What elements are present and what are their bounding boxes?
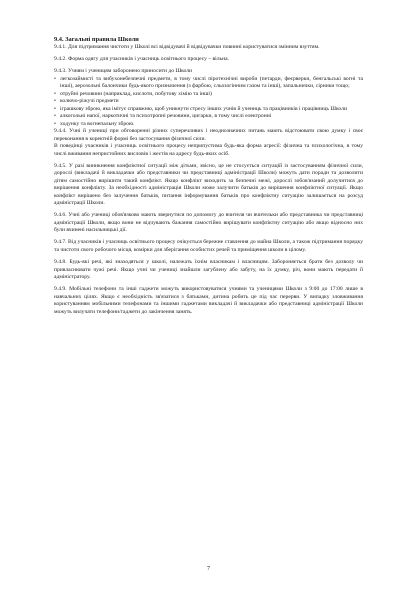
paragraph-9-4-7: 9.4.7. Від учасників і учасниць освітнього процесу очікується бережне ставлення до майна Школи, а також підтримання порядку та чистоти свого робочого місця, комірки для зберігання особистих речей та приміщення школи в цілому.	[54, 239, 363, 253]
list-item: • отруйні речовини (наприклад, кислоти, побутову хімію та інші)	[54, 91, 363, 99]
paragraph-9-4-5: 9.4.5. У разі виникнення конфліктної ситуації між дітьми, звісно, це не стосується ситуацій із застосуванням фізичної сили, дорослі (викладачі й викладачки або представники чи представниці адміністрації Школи) можуть дати поради та дозволити дітям самостійно вирішити такий конфлікт. Якщо конфлікт виходить за безпечні межі, дорослі зобов'язаний долучитися до вирішення конфлікту. За необхідності адміністрація Школи може залучити батьків до вирішення конфліктної ситуації. Якщо конфлікт вирішено без залучення батьків, питання інформування батьків про конфліктну ситуацію залишається на розсуд адміністрації Школи.	[54, 162, 363, 207]
list-item: • колючо-ріжучі предмети	[54, 98, 363, 106]
list-item: • алкогольні напої, наркотичні та психотропні речовини, цигарки, в тому числі електронні	[54, 113, 363, 121]
list-item: • ходунку та вогнепальну зброю.	[54, 121, 363, 129]
paragraph-9-4-9: 9.4.9. Мобільні телефони та інші гаджети можуть використовуватися учнями та ученицями Школи з 9:00 до 17:00 лише в навчальних цілях. Якщо є необхідність зв'язатися з батьками, дитина робить це під час перерви. У випадку зловживання користуванням мобільними телефонами та іншими гаджетами викладачі й викладачки або представниці адміністрації Школи можуть вилучати телефони/гаджети до закінчення занять.	[54, 286, 363, 315]
paragraph-9-4-4: 9.4.4. Учні й учениці при обговоренні різних суперечливих і неоднозначних питань мають відстоювати свою думку і своє переконання в коректній формі без застосування фізичної сили.	[54, 128, 363, 142]
page-number: 7	[207, 566, 210, 572]
section-heading: 9.4. Загальні правила Школи	[54, 36, 139, 43]
paragraph-9-4-8: 9.4.8. Будь-які речі, які знаходяться у школі, належать їхнім власникам і власницям. Забороняється брати без дозволу чи привласнювати чужі речі. Якщо учні чи учениці знайшли загублену або забуту, на їх думку, річ, вони мають передати її адміністратору.	[54, 259, 363, 281]
paragraph-9-4-3: 9.4.3. Учням і ученицям заборонено приносити до Школи	[54, 68, 193, 75]
paragraph-9-4-2: 9.4.2. Форма одягу для учасників і учасниць освітнього процесу – вільна.	[54, 56, 229, 63]
list-item: • легкозаймисті та вибухонебезпечні предмети, в тому числі піротехнічні вироби (петарди, феєрверки, бенгальські вогні та інші), аерозольні балончики будь-якого призначення (з фарбою, сльозогінним газом та інші), запальнички, сірники тощо;	[54, 76, 363, 91]
list-item: • іграшкову зброю, яка імітує справжню, щоб уникнути стресу інших учнів й учениць та працівників і працівниць Школи	[54, 106, 363, 114]
paragraph-9-4-6: 9.4.6. Учні або учениці обов'язково мають звернутися по допомогу до вчителя чи вчительки або представника чи представниці адміністрації Школи, якщо вони не відчувають бажання самостійно вирішувати конфліктну ситуацію або якщо відносно них були вчинені насильницькі дії.	[54, 212, 363, 234]
paragraph-9-4-4-continued: В поведінці учасників і учасниць освітнього процесу неприпустима будь-яка форма агресії: фізична та психологічна, в тому числі вживання непристойних висловів і жестів на адресу будь-яких осіб.	[54, 143, 363, 157]
prohibited-items-list	[54, 76, 363, 129]
paragraph-9-4-1: 9.4.1. Для підтримання чистоти у Школі всі відвідувачі й відвідувачки повинні користуватися змінним взуттям.	[54, 44, 320, 50]
